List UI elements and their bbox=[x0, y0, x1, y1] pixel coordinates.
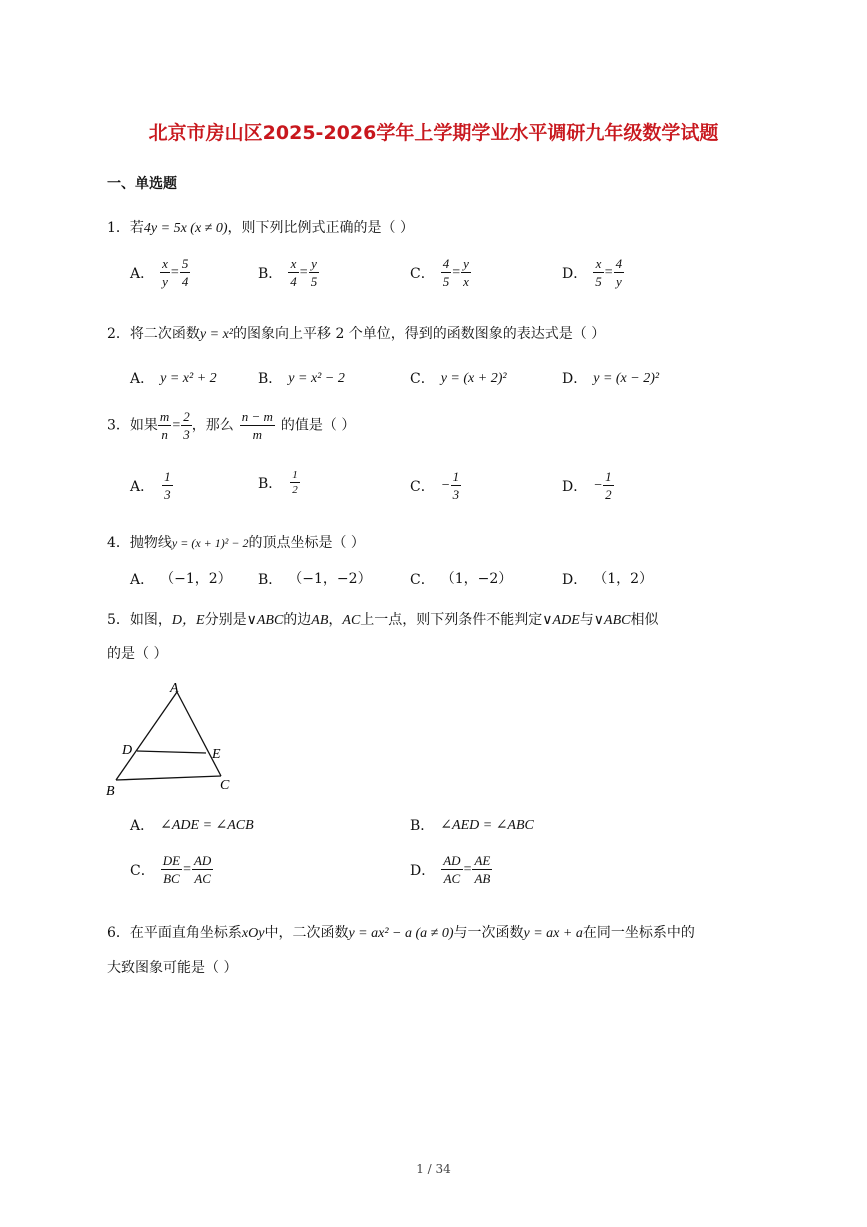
q4-func: y = (x + 1)² − 2 bbox=[171, 536, 249, 550]
option-label: A． bbox=[130, 478, 155, 495]
option-expr: y = (x − 2)² bbox=[593, 371, 660, 386]
q3-option-a[interactable] bbox=[130, 468, 173, 503]
question-5-stem-line2: 的是（ ） bbox=[107, 646, 168, 662]
option-text: （1，−2） bbox=[440, 571, 513, 587]
q2-option-c[interactable] bbox=[410, 368, 507, 388]
fraction: $\frac{x}{5}$ bbox=[595, 256, 602, 289]
q2-suffix: 的图象向上平移 2 个单位，得到的函数图象的表达式是（ ） bbox=[233, 326, 606, 342]
option-label: A． bbox=[130, 265, 155, 282]
q3-middle: ，那么 bbox=[191, 417, 234, 434]
side-ab bbox=[116, 692, 177, 780]
option-expr: ∠AED = ∠ABC bbox=[440, 818, 534, 833]
q5-option-c[interactable]: C． $\frac{DE}{BC}$ = $\frac{AD}{AC}$ bbox=[130, 853, 212, 886]
option-label: C． bbox=[410, 572, 435, 588]
option-label: A． bbox=[130, 818, 155, 834]
q2-prefix: 2．将二次函数 bbox=[107, 326, 200, 342]
fraction: $\frac{1}{3}$ bbox=[452, 469, 460, 502]
q1-condition: 4y = 5x (x ≠ 0) bbox=[143, 221, 228, 236]
option-expr: y = (x + 2)² bbox=[440, 371, 507, 386]
fraction: $\frac{y}{5}$ bbox=[310, 256, 318, 289]
q2-option-d[interactable] bbox=[562, 368, 659, 388]
option-label: D． bbox=[562, 478, 588, 495]
option-label: B． bbox=[410, 818, 435, 834]
option-label: B． bbox=[258, 265, 283, 282]
option-label: D． bbox=[562, 572, 588, 588]
option-label: D． bbox=[562, 371, 588, 387]
option-label: C． bbox=[410, 371, 435, 387]
option-expr: ∠ADE = ∠ACB bbox=[160, 818, 254, 833]
q5-option-a[interactable] bbox=[130, 815, 254, 835]
fraction: $\frac{2}{3}$ bbox=[183, 409, 190, 442]
label-d: D bbox=[122, 743, 133, 758]
fraction: $\frac{x}{4}$ bbox=[290, 256, 297, 289]
section-heading: 一、单选题 bbox=[107, 176, 177, 192]
question-1-stem bbox=[107, 217, 414, 237]
fraction: $\frac{y}{x}$ bbox=[463, 256, 469, 289]
q3-option-b[interactable] bbox=[258, 468, 300, 497]
option-label: A． bbox=[130, 371, 155, 387]
label-e: E bbox=[212, 747, 221, 762]
option-label: D． bbox=[562, 265, 588, 282]
q3-option-c[interactable]: C． − $\frac{1}{3}$ bbox=[410, 469, 460, 502]
option-expr: y = x² + 2 bbox=[160, 371, 217, 386]
q3-option-d[interactable]: D． − $\frac{1}{2}$ bbox=[562, 469, 612, 502]
label-b: B bbox=[106, 784, 115, 799]
side-ac bbox=[177, 692, 221, 776]
q2-option-b[interactable] bbox=[258, 368, 345, 388]
page-number: 1 / 34 bbox=[416, 1162, 451, 1176]
fraction: $\frac{1}{2}$ bbox=[605, 469, 612, 502]
q5-option-d[interactable]: D． $\frac{AD}{AC}$ = $\frac{AE}{AB}$ bbox=[410, 853, 491, 886]
q3-suffix: 的值是（ ） bbox=[280, 417, 356, 434]
side-bc bbox=[116, 776, 221, 780]
label-c: C bbox=[220, 778, 230, 793]
fraction: $\frac{5}{4}$ bbox=[181, 256, 189, 289]
question-4-stem bbox=[107, 532, 365, 552]
fraction: $\frac{4}{5}$ bbox=[442, 256, 450, 289]
q4-prefix: 4．抛物线 bbox=[107, 535, 172, 551]
fraction: $\frac{m}{n}$ bbox=[159, 409, 170, 442]
option-label: A． bbox=[130, 572, 155, 588]
option-expr: y = x² − 2 bbox=[288, 371, 345, 386]
option-text: （1，2） bbox=[593, 571, 654, 587]
question-2-stem bbox=[107, 323, 605, 343]
q3-prefix: 3．如果 bbox=[107, 417, 158, 434]
option-label: B． bbox=[258, 475, 283, 492]
option-label: C． bbox=[410, 265, 435, 282]
option-label: C． bbox=[410, 478, 435, 495]
triangle-figure bbox=[100, 676, 250, 801]
q1-prefix: 1．若 bbox=[107, 220, 144, 236]
question-3-stem: 3．如果 $\frac{m}{n}$ = $\frac{2}{3}$ ，那么 $\frac{n - m}{m}$ 的值是（ ） bbox=[107, 409, 356, 442]
option-text: （−1，2） bbox=[160, 571, 232, 587]
q4-option-d[interactable] bbox=[562, 568, 653, 589]
q5-option-b[interactable] bbox=[410, 815, 534, 835]
q4-option-b[interactable] bbox=[258, 568, 372, 589]
page-title: 北京市房山区2025-2026学年上学期学业水平调研九年级数学试题 bbox=[148, 122, 719, 144]
option-label: D． bbox=[410, 862, 436, 879]
fraction: $\frac{1}{2}$ bbox=[292, 469, 298, 496]
fraction: $\frac{DE}{BC}$ bbox=[162, 853, 181, 886]
label-a: A bbox=[170, 681, 179, 696]
q4-suffix: 的顶点坐标是（ ） bbox=[248, 535, 365, 551]
fraction: $\frac{1}{3}$ bbox=[164, 469, 171, 502]
option-label: C． bbox=[130, 862, 155, 879]
q2-option-a[interactable] bbox=[130, 368, 217, 388]
fraction: $\frac{n - m}{m}$ bbox=[241, 409, 273, 442]
question-5-stem: 5．如图，D，E分别是∨ABC的边AB，AC上一点，则下列条件不能判定∨ADE与∨ABC相似 bbox=[107, 612, 659, 628]
q4-option-a[interactable] bbox=[130, 568, 232, 589]
question-6-stem: 6．在平面直角坐标系xOy中，二次函数y = ax² − a (a ≠ 0)与一次函数y = ax + a在同一坐标系中的 bbox=[107, 925, 695, 941]
fraction: $\frac{x}{y}$ bbox=[162, 256, 168, 289]
q1-option-d[interactable]: D． $\frac{x}{5}$ = $\frac{4}{y}$ bbox=[562, 256, 623, 289]
segment-de bbox=[137, 751, 206, 753]
q2-func: y = x² bbox=[199, 327, 233, 342]
q1-suffix: ，则下列比例式正确的是（ ） bbox=[227, 220, 414, 236]
q1-option-c[interactable]: C． $\frac{4}{5}$ = $\frac{y}{x}$ bbox=[410, 256, 469, 289]
q1-option-b[interactable]: B． $\frac{x}{4}$ = $\frac{y}{5}$ bbox=[258, 256, 318, 289]
question-6-stem-line2: 大致图象可能是（ ） bbox=[107, 960, 238, 976]
fraction: $\frac{AD}{AC}$ bbox=[443, 853, 461, 886]
q1-option-a[interactable]: A． $\frac{x}{y}$ = $\frac{5}{4}$ bbox=[130, 256, 189, 289]
fraction: $\frac{AE}{AB}$ bbox=[474, 853, 491, 886]
fraction: $\frac{AD}{AC}$ bbox=[193, 853, 212, 886]
option-text: （−1，−2） bbox=[288, 571, 372, 587]
option-label: B． bbox=[258, 572, 283, 588]
option-label: B． bbox=[258, 371, 283, 387]
q4-option-c[interactable] bbox=[410, 568, 512, 589]
fraction: $\frac{4}{y}$ bbox=[615, 256, 623, 289]
